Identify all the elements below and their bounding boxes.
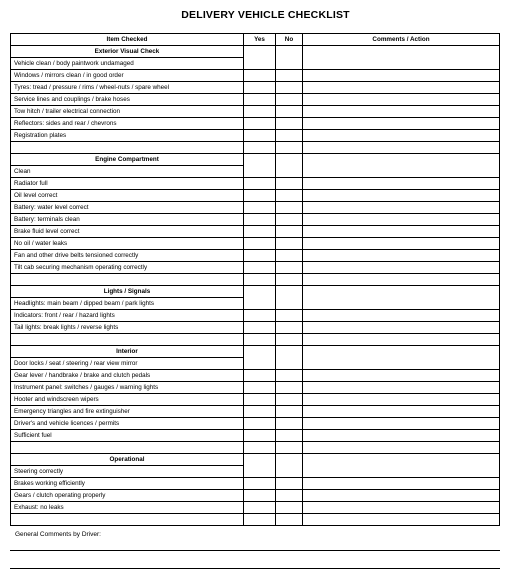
no-checkbox[interactable]: [276, 130, 303, 142]
yes-checkbox[interactable]: [244, 82, 276, 94]
blank-row: [11, 514, 500, 526]
section-row: [11, 154, 500, 166]
yes-checkbox[interactable]: [244, 442, 276, 454]
checklist-item: Tow hitch / trailer electrical connection: [11, 106, 244, 118]
no-checkbox[interactable]: [276, 106, 303, 118]
checklist-item: Tilt cab securing mechanism operating correctly: [11, 262, 244, 274]
comment-cell[interactable]: [303, 334, 500, 346]
no-checkbox[interactable]: [276, 334, 303, 346]
general-comments-label: General Comments by Driver:: [15, 531, 101, 538]
comment-line-1[interactable]: [10, 550, 500, 551]
comment-cell[interactable]: [303, 82, 500, 94]
section-title: Lights / Signals: [11, 286, 244, 298]
no-checkbox[interactable]: [276, 94, 303, 106]
blank-row: [11, 334, 500, 346]
no-checkbox[interactable]: [276, 478, 303, 490]
checklist-row: [11, 106, 500, 118]
comment-column-cell[interactable]: [303, 454, 500, 478]
blank-item-cell[interactable]: [11, 514, 244, 526]
yes-column-cell[interactable]: [244, 346, 276, 370]
checklist-item: Oil level correct: [11, 190, 244, 202]
no-checkbox[interactable]: [276, 214, 303, 226]
checklist-item: Service lines and couplings / brake hoses: [11, 94, 244, 106]
no-checkbox[interactable]: [276, 310, 303, 322]
yes-checkbox[interactable]: [244, 310, 276, 322]
yes-column-cell[interactable]: [244, 46, 276, 70]
yes-checkbox[interactable]: [244, 490, 276, 502]
yes-checkbox[interactable]: [244, 334, 276, 346]
checklist-item: Tail lights: break lights / reverse lights: [11, 322, 244, 334]
comment-cell[interactable]: [303, 382, 500, 394]
blank-row: [11, 142, 500, 154]
checklist-item: Door locks / seat / steering / rear view mirror: [11, 358, 244, 370]
yes-checkbox[interactable]: [244, 514, 276, 526]
no-checkbox[interactable]: [276, 178, 303, 190]
comment-cell[interactable]: [303, 118, 500, 130]
checklist-item: Steering correctly: [11, 466, 244, 478]
yes-checkbox[interactable]: [244, 118, 276, 130]
yes-checkbox[interactable]: [244, 190, 276, 202]
checklist-item: Reflectors: sides and rear / chevrons: [11, 118, 244, 130]
yes-checkbox[interactable]: [244, 418, 276, 430]
no-checkbox[interactable]: [276, 70, 303, 82]
checklist-row: [11, 310, 500, 322]
comment-cell[interactable]: [303, 94, 500, 106]
header-row: [11, 34, 500, 46]
checklist-row: [11, 478, 500, 490]
yes-checkbox[interactable]: [244, 478, 276, 490]
checklist-row: [11, 250, 500, 262]
no-checkbox[interactable]: [276, 226, 303, 238]
checklist-row: [11, 430, 500, 442]
no-checkbox[interactable]: [276, 502, 303, 514]
checklist-item: Radiator full: [11, 178, 244, 190]
blank-item-cell[interactable]: [11, 142, 244, 154]
section-title: Interior: [11, 346, 244, 358]
comment-cell[interactable]: [303, 238, 500, 250]
section-row: [11, 286, 500, 298]
checklist-item: Gears / clutch operating properly: [11, 490, 244, 502]
checklist-row: [11, 238, 500, 250]
comment-cell[interactable]: [303, 214, 500, 226]
checklist-item: Instrument panel: switches / gauges / warning lights: [11, 382, 244, 394]
no-checkbox[interactable]: [276, 118, 303, 130]
comment-cell[interactable]: [303, 394, 500, 406]
comment-cell[interactable]: [303, 478, 500, 490]
checklist-item: Headlights: main beam / dipped beam / park lights: [11, 298, 244, 310]
comment-cell[interactable]: [303, 322, 500, 334]
checklist-row: [11, 70, 500, 82]
checklist-item: Brakes working efficiently: [11, 478, 244, 490]
no-column-cell[interactable]: [276, 454, 303, 478]
comment-cell[interactable]: [303, 106, 500, 118]
yes-checkbox[interactable]: [244, 262, 276, 274]
blank-row: [11, 274, 500, 286]
no-column-cell[interactable]: [276, 346, 303, 370]
yes-checkbox[interactable]: [244, 394, 276, 406]
checklist-row: [11, 226, 500, 238]
no-checkbox[interactable]: [276, 82, 303, 94]
checklist-row: [11, 82, 500, 94]
comment-cell[interactable]: [303, 250, 500, 262]
no-checkbox[interactable]: [276, 382, 303, 394]
yes-column-cell[interactable]: [244, 454, 276, 478]
item-checked-header: Item Checked: [11, 34, 244, 46]
yes-checkbox[interactable]: [244, 406, 276, 418]
no-checkbox[interactable]: [276, 262, 303, 274]
yes-checkbox[interactable]: [244, 274, 276, 286]
yes-checkbox[interactable]: [244, 178, 276, 190]
checklist-item: Driver's and vehicle licences / permits: [11, 418, 244, 430]
no-checkbox[interactable]: [276, 418, 303, 430]
blank-item-cell[interactable]: [11, 442, 244, 454]
comment-cell[interactable]: [303, 178, 500, 190]
checklist-row: [11, 214, 500, 226]
yes-checkbox[interactable]: [244, 502, 276, 514]
no-header: No: [276, 34, 303, 46]
comment-cell[interactable]: [303, 370, 500, 382]
comments-header: Comments / Action: [303, 34, 500, 46]
yes-checkbox[interactable]: [244, 214, 276, 226]
checklist-item: Registration plates: [11, 130, 244, 142]
checklist-row: [11, 382, 500, 394]
no-checkbox[interactable]: [276, 514, 303, 526]
section-row: [11, 454, 500, 466]
yes-column-cell[interactable]: [244, 154, 276, 178]
comment-cell[interactable]: [303, 406, 500, 418]
checklist-row: [11, 130, 500, 142]
comment-cell[interactable]: [303, 502, 500, 514]
yes-checkbox[interactable]: [244, 322, 276, 334]
comment-cell[interactable]: [303, 202, 500, 214]
checklist-item: Fan and other drive belts tensioned correctly: [11, 250, 244, 262]
checklist-item: Emergency triangles and fire extinguisher: [11, 406, 244, 418]
checklist-item: Sufficient fuel: [11, 430, 244, 442]
yes-checkbox[interactable]: [244, 70, 276, 82]
section-title: Exterior Visual Check: [11, 46, 244, 58]
comment-line-2[interactable]: [10, 568, 500, 569]
no-checkbox[interactable]: [276, 274, 303, 286]
comment-cell[interactable]: [303, 490, 500, 502]
comment-column-cell[interactable]: [303, 286, 500, 310]
checklist-item: Indicators: front / rear / hazard lights: [11, 310, 244, 322]
yes-checkbox[interactable]: [244, 382, 276, 394]
checklist-item: Hooter and windscreen wipers: [11, 394, 244, 406]
comment-cell[interactable]: [303, 226, 500, 238]
checklist-item: Battery: water level correct: [11, 202, 244, 214]
blank-item-cell[interactable]: [11, 274, 244, 286]
checklist-item: Battery: terminals clean: [11, 214, 244, 226]
checklist-row: [11, 94, 500, 106]
blank-row: [11, 442, 500, 454]
comment-cell[interactable]: [303, 70, 500, 82]
checklist-row: [11, 118, 500, 130]
checklist-item: Brake fluid level correct: [11, 226, 244, 238]
no-checkbox[interactable]: [276, 190, 303, 202]
comment-column-cell[interactable]: [303, 46, 500, 70]
no-checkbox[interactable]: [276, 370, 303, 382]
yes-header: Yes: [244, 34, 276, 46]
section-title: Engine Compartment: [11, 154, 244, 166]
checklist-item: Clean: [11, 166, 244, 178]
comment-cell[interactable]: [303, 262, 500, 274]
checklist-row: [11, 406, 500, 418]
no-checkbox[interactable]: [276, 202, 303, 214]
checklist-table: [10, 33, 500, 526]
comment-cell[interactable]: [303, 142, 500, 154]
yes-checkbox[interactable]: [244, 250, 276, 262]
checklist-item: No oil / water leaks: [11, 238, 244, 250]
yes-checkbox[interactable]: [244, 202, 276, 214]
comment-cell[interactable]: [303, 430, 500, 442]
yes-column-cell[interactable]: [244, 286, 276, 310]
checklist-row: [11, 202, 500, 214]
no-checkbox[interactable]: [276, 322, 303, 334]
page-title: DELIVERY VEHICLE CHECKLIST: [181, 9, 350, 21]
checklist-item: Tyres: tread / pressure / rims / wheel-nuts / spare wheel: [11, 82, 244, 94]
comment-cell[interactable]: [303, 514, 500, 526]
yes-checkbox[interactable]: [244, 142, 276, 154]
comment-cell[interactable]: [303, 130, 500, 142]
yes-checkbox[interactable]: [244, 226, 276, 238]
yes-checkbox[interactable]: [244, 106, 276, 118]
section-row: [11, 346, 500, 358]
checklist-row: [11, 490, 500, 502]
comment-cell[interactable]: [303, 274, 500, 286]
no-checkbox[interactable]: [276, 238, 303, 250]
no-checkbox[interactable]: [276, 442, 303, 454]
no-checkbox[interactable]: [276, 394, 303, 406]
comment-cell[interactable]: [303, 310, 500, 322]
blank-item-cell[interactable]: [11, 334, 244, 346]
checklist-row: [11, 178, 500, 190]
checklist-item: Gear lever / handbrake / brake and clutch pedals: [11, 370, 244, 382]
checklist-item: Windows / mirrors clean / in good order: [11, 70, 244, 82]
yes-checkbox[interactable]: [244, 130, 276, 142]
yes-checkbox[interactable]: [244, 370, 276, 382]
no-checkbox[interactable]: [276, 250, 303, 262]
comment-column-cell[interactable]: [303, 154, 500, 178]
checklist-item: Exhaust: no leaks: [11, 502, 244, 514]
checklist-row: [11, 394, 500, 406]
yes-checkbox[interactable]: [244, 238, 276, 250]
comment-cell[interactable]: [303, 190, 500, 202]
yes-checkbox[interactable]: [244, 94, 276, 106]
checklist-row: [11, 370, 500, 382]
no-checkbox[interactable]: [276, 142, 303, 154]
no-checkbox[interactable]: [276, 490, 303, 502]
comment-column-cell[interactable]: [303, 346, 500, 370]
section-title: Operational: [11, 454, 244, 466]
no-column-cell[interactable]: [276, 46, 303, 70]
section-row: [11, 46, 500, 58]
no-column-cell[interactable]: [276, 154, 303, 178]
checklist-row: [11, 322, 500, 334]
checklist-row: [11, 190, 500, 202]
no-checkbox[interactable]: [276, 406, 303, 418]
comment-cell[interactable]: [303, 418, 500, 430]
yes-checkbox[interactable]: [244, 430, 276, 442]
no-checkbox[interactable]: [276, 430, 303, 442]
checklist-row: [11, 262, 500, 274]
checklist-row: [11, 502, 500, 514]
checklist-item: Vehicle clean / body paintwork undamaged: [11, 58, 244, 70]
no-column-cell[interactable]: [276, 286, 303, 310]
checklist-row: [11, 418, 500, 430]
comment-cell[interactable]: [303, 442, 500, 454]
